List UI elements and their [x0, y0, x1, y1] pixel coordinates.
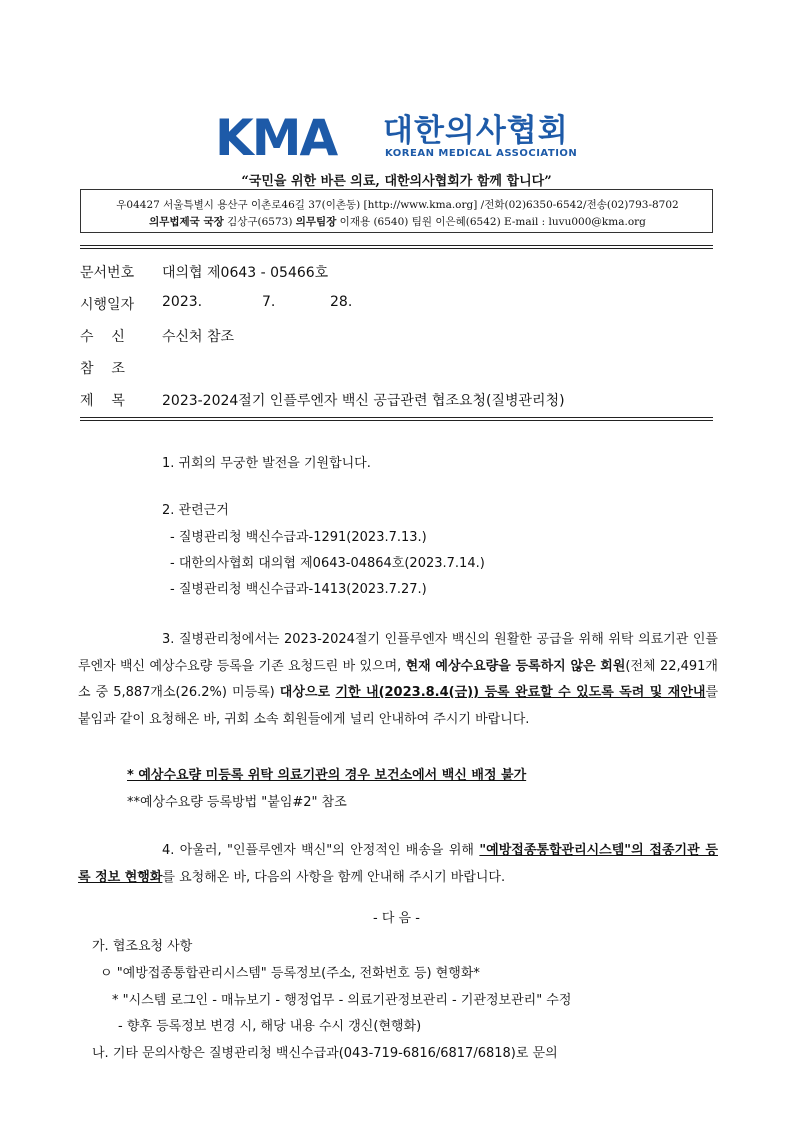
date-year: 2023.: [162, 294, 203, 310]
header-top-rule: [80, 245, 713, 249]
reference-item-2: - 대한의사협회 대의협 제0643-04864호(2023.7.14.): [170, 556, 485, 571]
p4-intro: 4. 아울러, "인플루엔자 백신"의 안정적인 배송을 위해: [162, 843, 480, 858]
reference-item-1: - 질병관리청 백신수급과-1291(2023.7.13.): [170, 530, 427, 545]
item-o1: ㅇ "예방접종통합관리시스템" 등록정보(주소, 전화번호 등) 현행화*: [100, 966, 480, 981]
p3-unregistered: 현재 예상수요량을 등록하지 않은 회원: [405, 658, 626, 674]
logo-name-english: KOREAN MEDICAL ASSOCIATION: [385, 148, 578, 159]
note-star: * 예상수요량 미등록 위탁 의료기관의 경우 보건소에서 백신 배정 불가: [127, 768, 527, 783]
item-ga: 가. 협조요청 사항: [92, 939, 193, 954]
p3-deadline: 기한 내(2023.8.4(금)) 등록 완료할 수 있도록 독려 및 재안내: [335, 685, 706, 700]
note-double-star: **예상수요량 등록방법 "붙임#2" 참조: [127, 795, 347, 810]
doc-number: 대의협 제0643 - 05466호: [162, 265, 329, 281]
p3-intro: 3. 질병관리청에서는 2023-2024절기 인플루엔자 백신의 원활한 공급을 위해 위탁 의료기관 인플루엔자 백신 예상수요량 등록을 기존 요청드린 바 있으며,: [78, 632, 718, 674]
item-na: 나. 기타 문의사항은 질병관리청 백신수급과(043-719-6816/6817/6818)로 문의: [92, 1046, 558, 1061]
address-line-1: 우04427 서울특별시 용산구 이촌로46길 37(이촌동) [http://www.kma.org] /전화(02)6350-6542/전송(02)793-8702: [116, 199, 679, 211]
contact-2: 이재용 (6540) 팀원 이은혜(6542) E-mail : luvu000@kma.org: [336, 216, 646, 228]
paragraph-4: [78, 838, 718, 891]
recipient: 수신처 참조: [162, 329, 235, 345]
date-month: 7.: [262, 294, 276, 310]
subject-label: 제 목: [80, 393, 125, 409]
p3-stats: (전체 22,491개소 중 5,887개소(26.2%) 미등록): [78, 658, 718, 700]
slogan: “국민을 위한 바른 의료, 대한의사협회가 함께 합니다”: [241, 174, 552, 189]
dept-2: 의무팀장: [295, 216, 337, 228]
paragraph-3: [78, 627, 718, 733]
p3-target: 대상으로: [279, 685, 336, 700]
subject: 2023-2024절기 인플루엔자 백신 공급관련 협조요청(질병관리청): [162, 393, 565, 409]
reference-item-3: - 질병관리청 백신수급과-1413(2023.7.27.): [170, 582, 427, 597]
date-day: 28.: [330, 294, 353, 310]
kma-logo: [215, 109, 578, 167]
paragraph-2-heading: 2. 관련근거: [162, 503, 229, 518]
paragraph-1: 1. 귀회의 무궁한 발전을 기원합니다.: [162, 456, 371, 471]
p4-closing: 를 요청해온 바, 다음의 사항을 함께 안내해 주시기 바랍니다.: [162, 869, 506, 885]
p3-closing: 를 붙임과 같이 요청해온 바, 귀회 소속 회원들에게 널리 안내하여 주시기 바랍니다.: [78, 685, 718, 727]
header-bottom-rule: [80, 417, 713, 421]
reference-label: 참 조: [80, 361, 125, 377]
p4-system-update: "예방접종통합관리시스템"의 접종기관 등록 정보 현행화: [78, 843, 718, 885]
dept-1: 의무법제국 국장: [149, 216, 224, 228]
contact-1: 김상구(6573): [223, 216, 296, 228]
logo-mark: KMA: [215, 109, 337, 167]
doc-number-label: 문서번호: [80, 265, 135, 281]
logo-name-korean: 대한의사협회: [383, 113, 569, 149]
address-box: [80, 189, 713, 233]
address-line-2: [81, 214, 714, 229]
item-o1-note: * "시스템 로그인 - 매뉴보기 - 행정업무 - 의료기관정보관리 - 기관정보관리" 수정: [112, 993, 572, 1008]
date-label: 시행일자: [80, 297, 135, 313]
item-o1-dash: - 향후 등록정보 변경 시, 해당 내용 수시 갱신(현행화): [118, 1019, 422, 1034]
recipient-label: 수 신: [80, 329, 125, 345]
next-heading: - 다 음 -: [373, 911, 420, 926]
